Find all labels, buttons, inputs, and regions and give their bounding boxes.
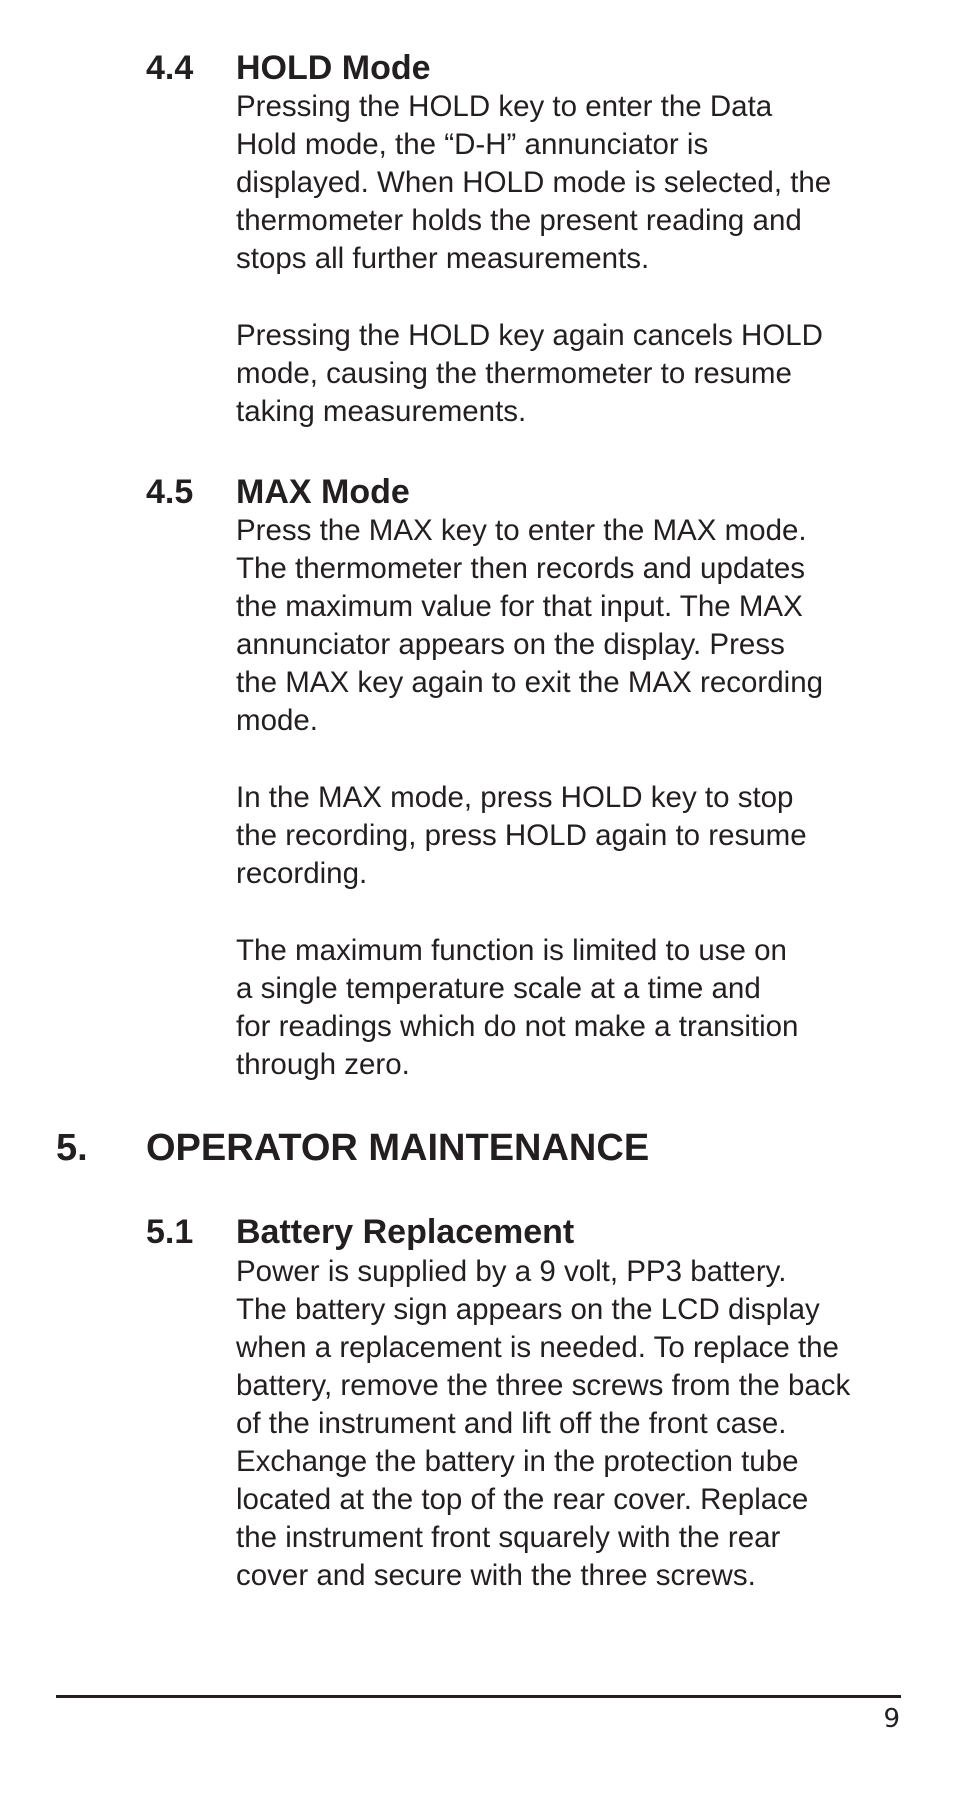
text-line: battery, remove the three screws from the back <box>236 1369 851 1402</box>
text-line: when a replacement is needed. To replace the <box>236 1331 839 1364</box>
text-line: mode. <box>236 704 318 737</box>
hold-mode-paragraph-2 <box>236 317 823 431</box>
text-line: displayed. When HOLD mode is selected, the <box>236 166 832 199</box>
text-line: through zero. <box>236 1048 410 1081</box>
section-title: Battery Replacement <box>236 1213 575 1251</box>
text-line: Pressing the HOLD key again cancels HOLD <box>236 319 823 352</box>
max-mode-paragraph-2 <box>236 779 807 893</box>
section-number: 5.1 <box>146 1213 194 1251</box>
page-number: 9 <box>883 1704 900 1734</box>
text-line: cover and secure with the three screws. <box>236 1559 756 1592</box>
section-title: MAX Mode <box>236 473 410 511</box>
text-line: annunciator appears on the display. Press <box>236 628 785 661</box>
text-line: the maximum value for that input. The MAX <box>236 590 803 623</box>
text-line: the MAX key again to exit the MAX recording <box>236 666 824 699</box>
text-line: the recording, press HOLD again to resume <box>236 819 807 852</box>
text-line: located at the top of the rear cover. Replace <box>236 1483 809 1516</box>
text-line: Power is supplied by a 9 volt, PP3 battery. <box>236 1255 787 1288</box>
section-number: 4.4 <box>146 49 194 87</box>
section-number: 5. <box>56 1127 88 1169</box>
hold-mode-paragraph-1 <box>236 88 831 278</box>
section-title: HOLD Mode <box>236 49 431 87</box>
text-line: of the instrument and lift off the front case. <box>236 1407 787 1440</box>
text-line: The maximum function is limited to use on <box>236 934 787 967</box>
text-line: Pressing the HOLD key to enter the Data <box>236 90 773 123</box>
text-line: In the MAX mode, press HOLD key to stop <box>236 781 794 814</box>
text-line: recording. <box>236 857 368 890</box>
text-line: Press the MAX key to enter the MAX mode. <box>236 514 807 547</box>
footer-rule <box>56 1695 901 1698</box>
text-line: for readings which do not make a transition <box>236 1010 799 1043</box>
text-line: The battery sign appears on the LCD display <box>236 1293 820 1326</box>
max-mode-paragraph-3 <box>236 932 798 1084</box>
battery-replacement-paragraph <box>236 1253 850 1595</box>
text-line: The thermometer then records and updates <box>236 552 806 585</box>
text-line: Hold mode, the “D-H” annunciator is <box>236 128 709 161</box>
section-title: OPERATOR MAINTENANCE <box>146 1127 650 1169</box>
text-line: a single temperature scale at a time and <box>236 972 761 1005</box>
text-line: the instrument front squarely with the rear <box>236 1521 781 1554</box>
text-line: stops all further measurements. <box>236 242 650 275</box>
text-line: taking measurements. <box>236 395 527 428</box>
text-line: thermometer holds the present reading and <box>236 204 802 237</box>
text-line: Exchange the battery in the protection tube <box>236 1445 799 1478</box>
text-line: mode, causing the thermometer to resume <box>236 357 792 390</box>
max-mode-paragraph-1 <box>236 512 823 740</box>
section-number: 4.5 <box>146 473 194 511</box>
